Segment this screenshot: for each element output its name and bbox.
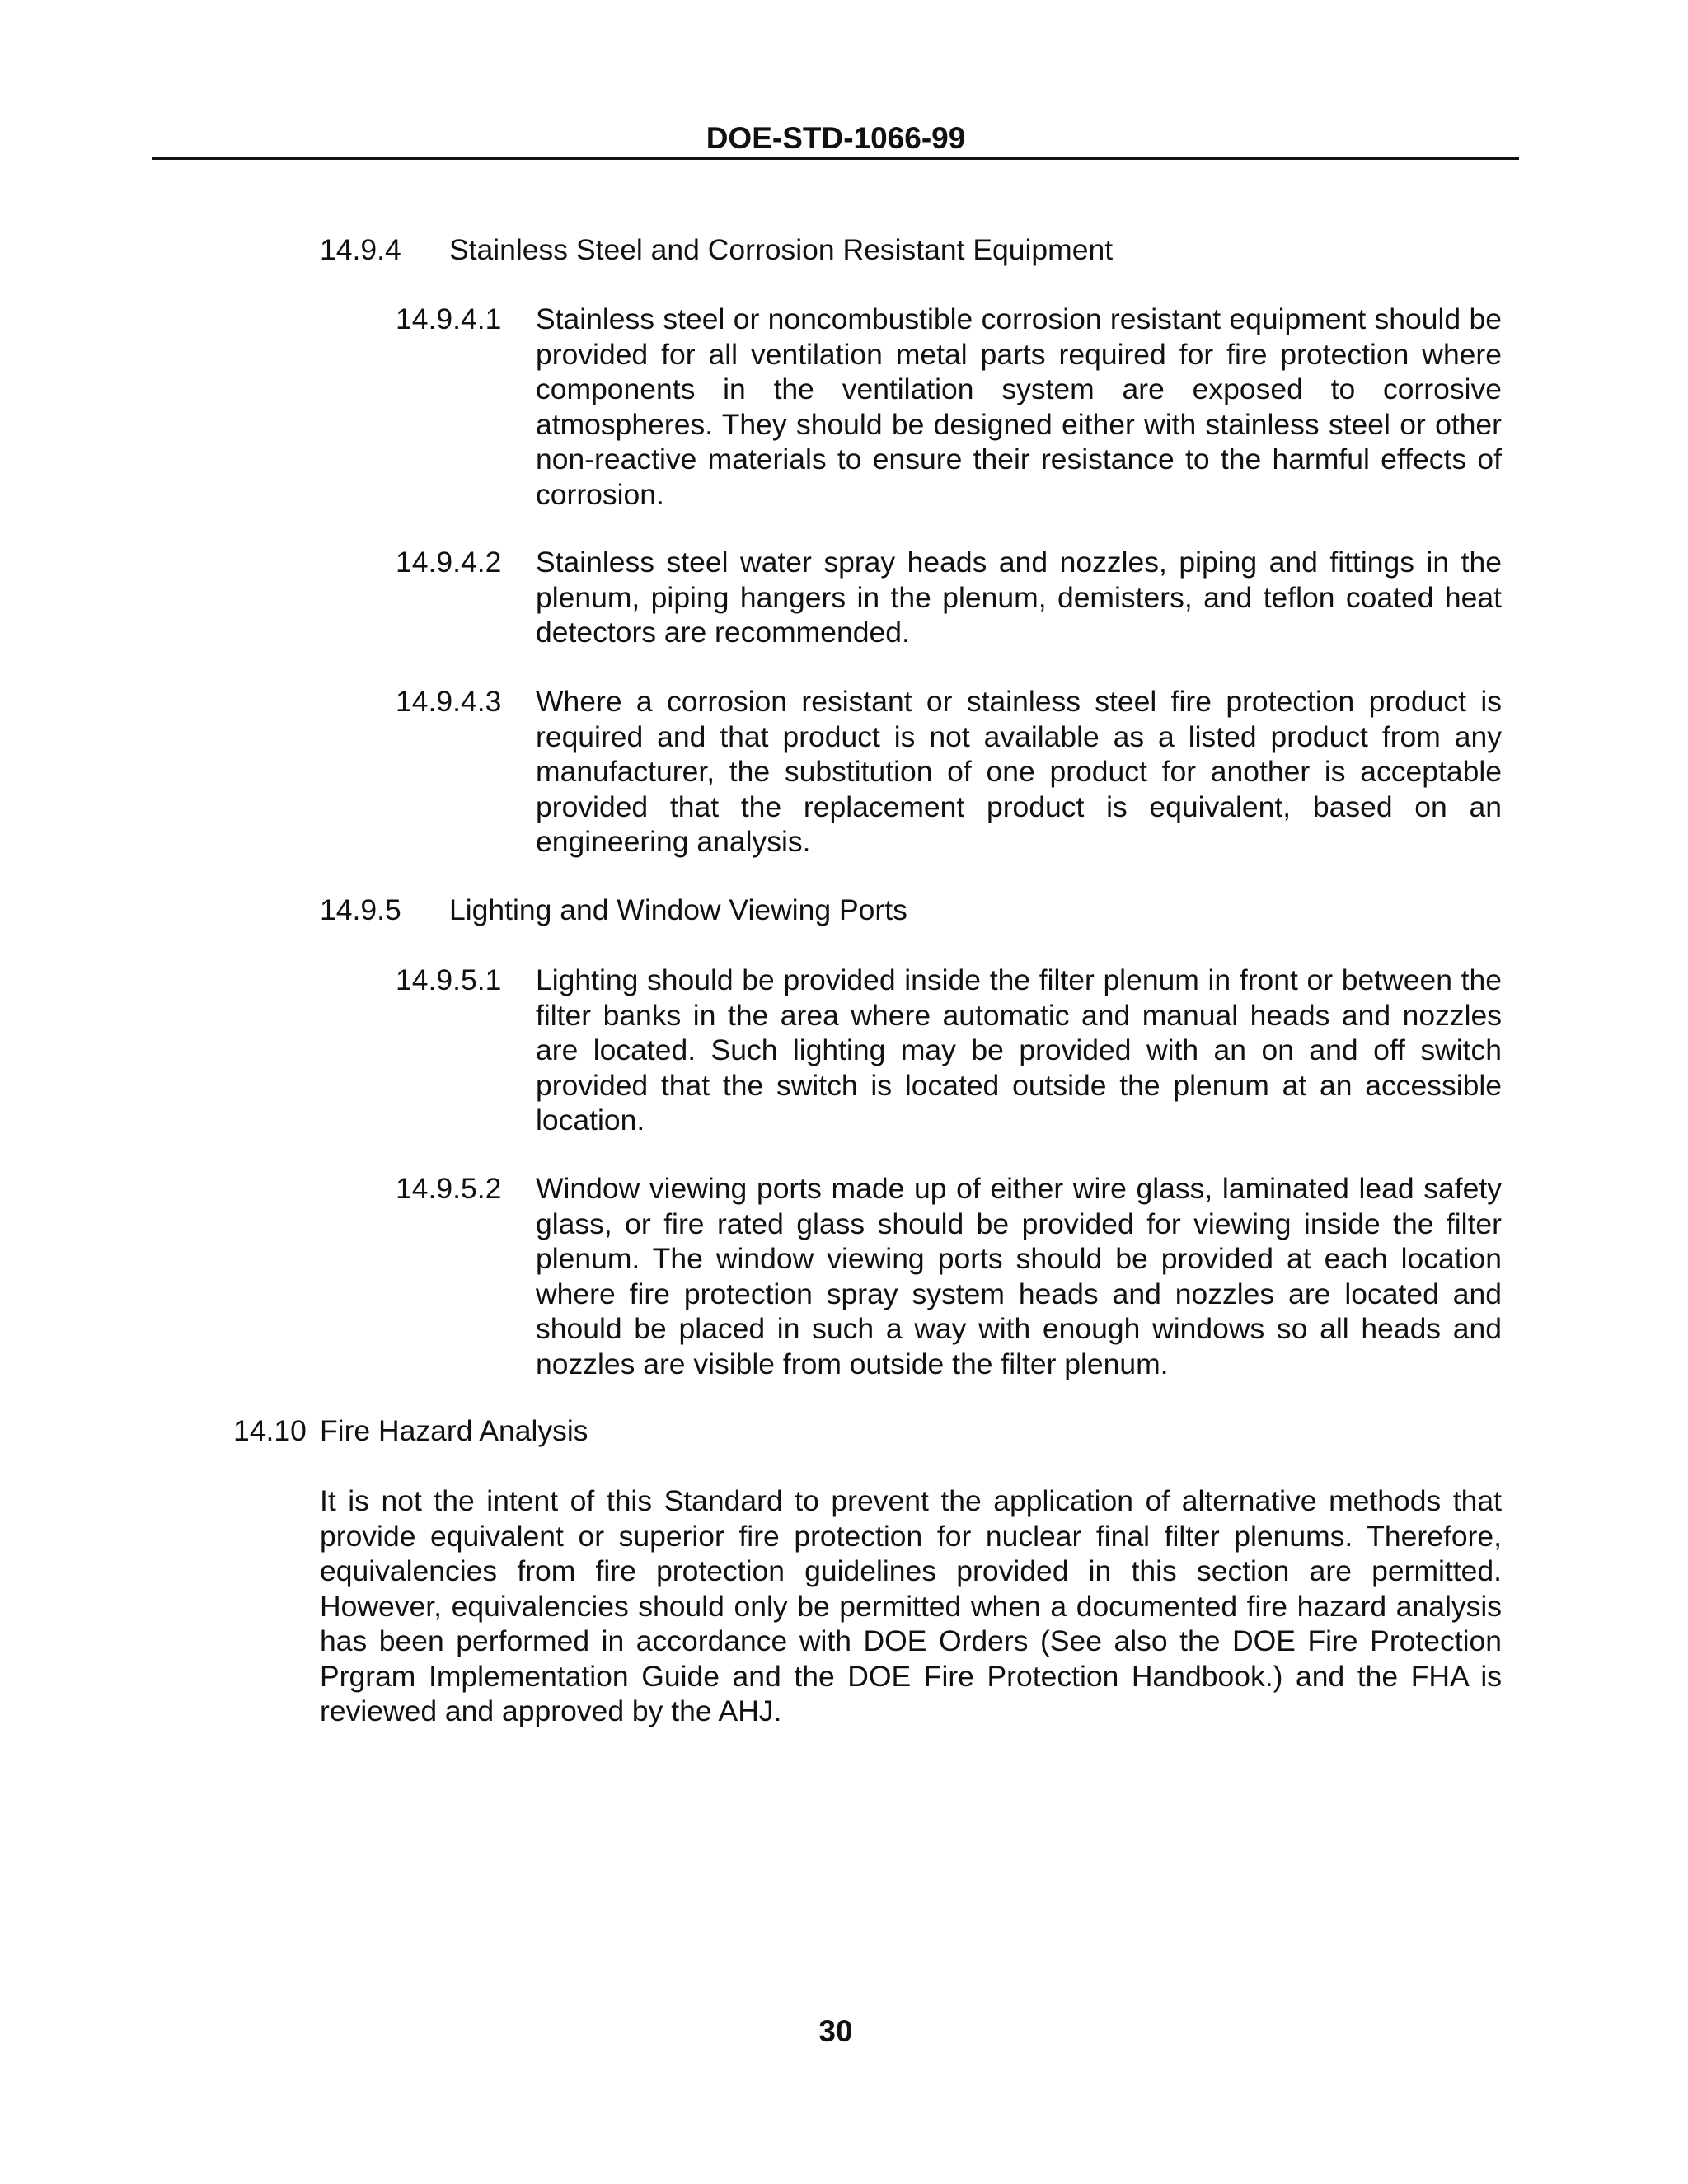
- item-number: 14.9.4.1: [396, 302, 502, 335]
- section-title: Stainless Steel and Corrosion Resistant Equipment: [449, 233, 1114, 266]
- item-text: Window viewing ports made up of either wire glass, laminated lead safety glass, or fire rated glass should be provided for viewing inside the filter plenum. The window viewing ports should be provided at each location where fire protection spray system heads and nozzles are located and should be placed in such a way with enough windows so all heads and nozzles are visible from outside the filter plenum.: [536, 1172, 1502, 1380]
- item-number: 14.9.4.2: [396, 546, 502, 579]
- item-number: 14.9.5.2: [396, 1172, 502, 1205]
- item-text: Lighting should be provided inside the filter plenum in front or between the filter banks in the area where automatic and manual heads and nozzles are located. Such lighting may be provided with an on and off switch provided that the switch is located outside the plenum at an accessible location.: [536, 963, 1502, 1137]
- item-number: 14.9.4.3: [396, 685, 502, 718]
- section-title: Fire Hazard Analysis: [320, 1414, 588, 1447]
- section-number: 14.9.5: [320, 893, 401, 926]
- item-number: 14.9.5.1: [396, 963, 502, 996]
- item-text: Where a corrosion resistant or stainless steel fire protection product is required and that product is not available as a listed product from any manufacturer, the substitution of one product for another is acceptable provided that the replacement product is equivalent, based on an engineering analysis.: [536, 685, 1502, 858]
- item-text: Stainless steel water spray heads and nozzles, piping and fittings in the plenum, piping hangers in the plenum, demisters, and teflon coated heat detectors are recommended.: [536, 546, 1502, 649]
- document-id-header: DOE-STD-1066-99: [706, 121, 966, 155]
- header-divider: [152, 157, 1519, 160]
- section-title: Lighting and Window Viewing Ports: [449, 893, 907, 926]
- fire-hazard-analysis-paragraph: It is not the intent of this Standard to prevent the application of alternative methods that provide equivalent or superior fire protection for nuclear final filter plenums. Therefore, equivalencies from fire protection guidelines provided in this section are permitted. However, equivalencies should only be permitted when a documented fire hazard analysis has been performed in accordance with DOE Orders (See also the DOE Fire Protection Prgram Implementation Guide and the DOE Fire Protection Handbook.) and the FHA is reviewed and approved by the AHJ.: [320, 1484, 1502, 1727]
- section-number: 14.9.4: [320, 233, 401, 266]
- section-number: 14.10: [233, 1414, 307, 1447]
- page-number: 30: [818, 2014, 853, 2048]
- item-text: Stainless steel or noncombustible corrosion resistant equipment should be provided for all ventilation metal parts required for fire protection where components in the ventilation system are exposed to corrosive atmospheres. They should be designed either with stainless steel or other non-reactive materials to ensure their resistance to the harmful effects of corrosion.: [536, 302, 1502, 511]
